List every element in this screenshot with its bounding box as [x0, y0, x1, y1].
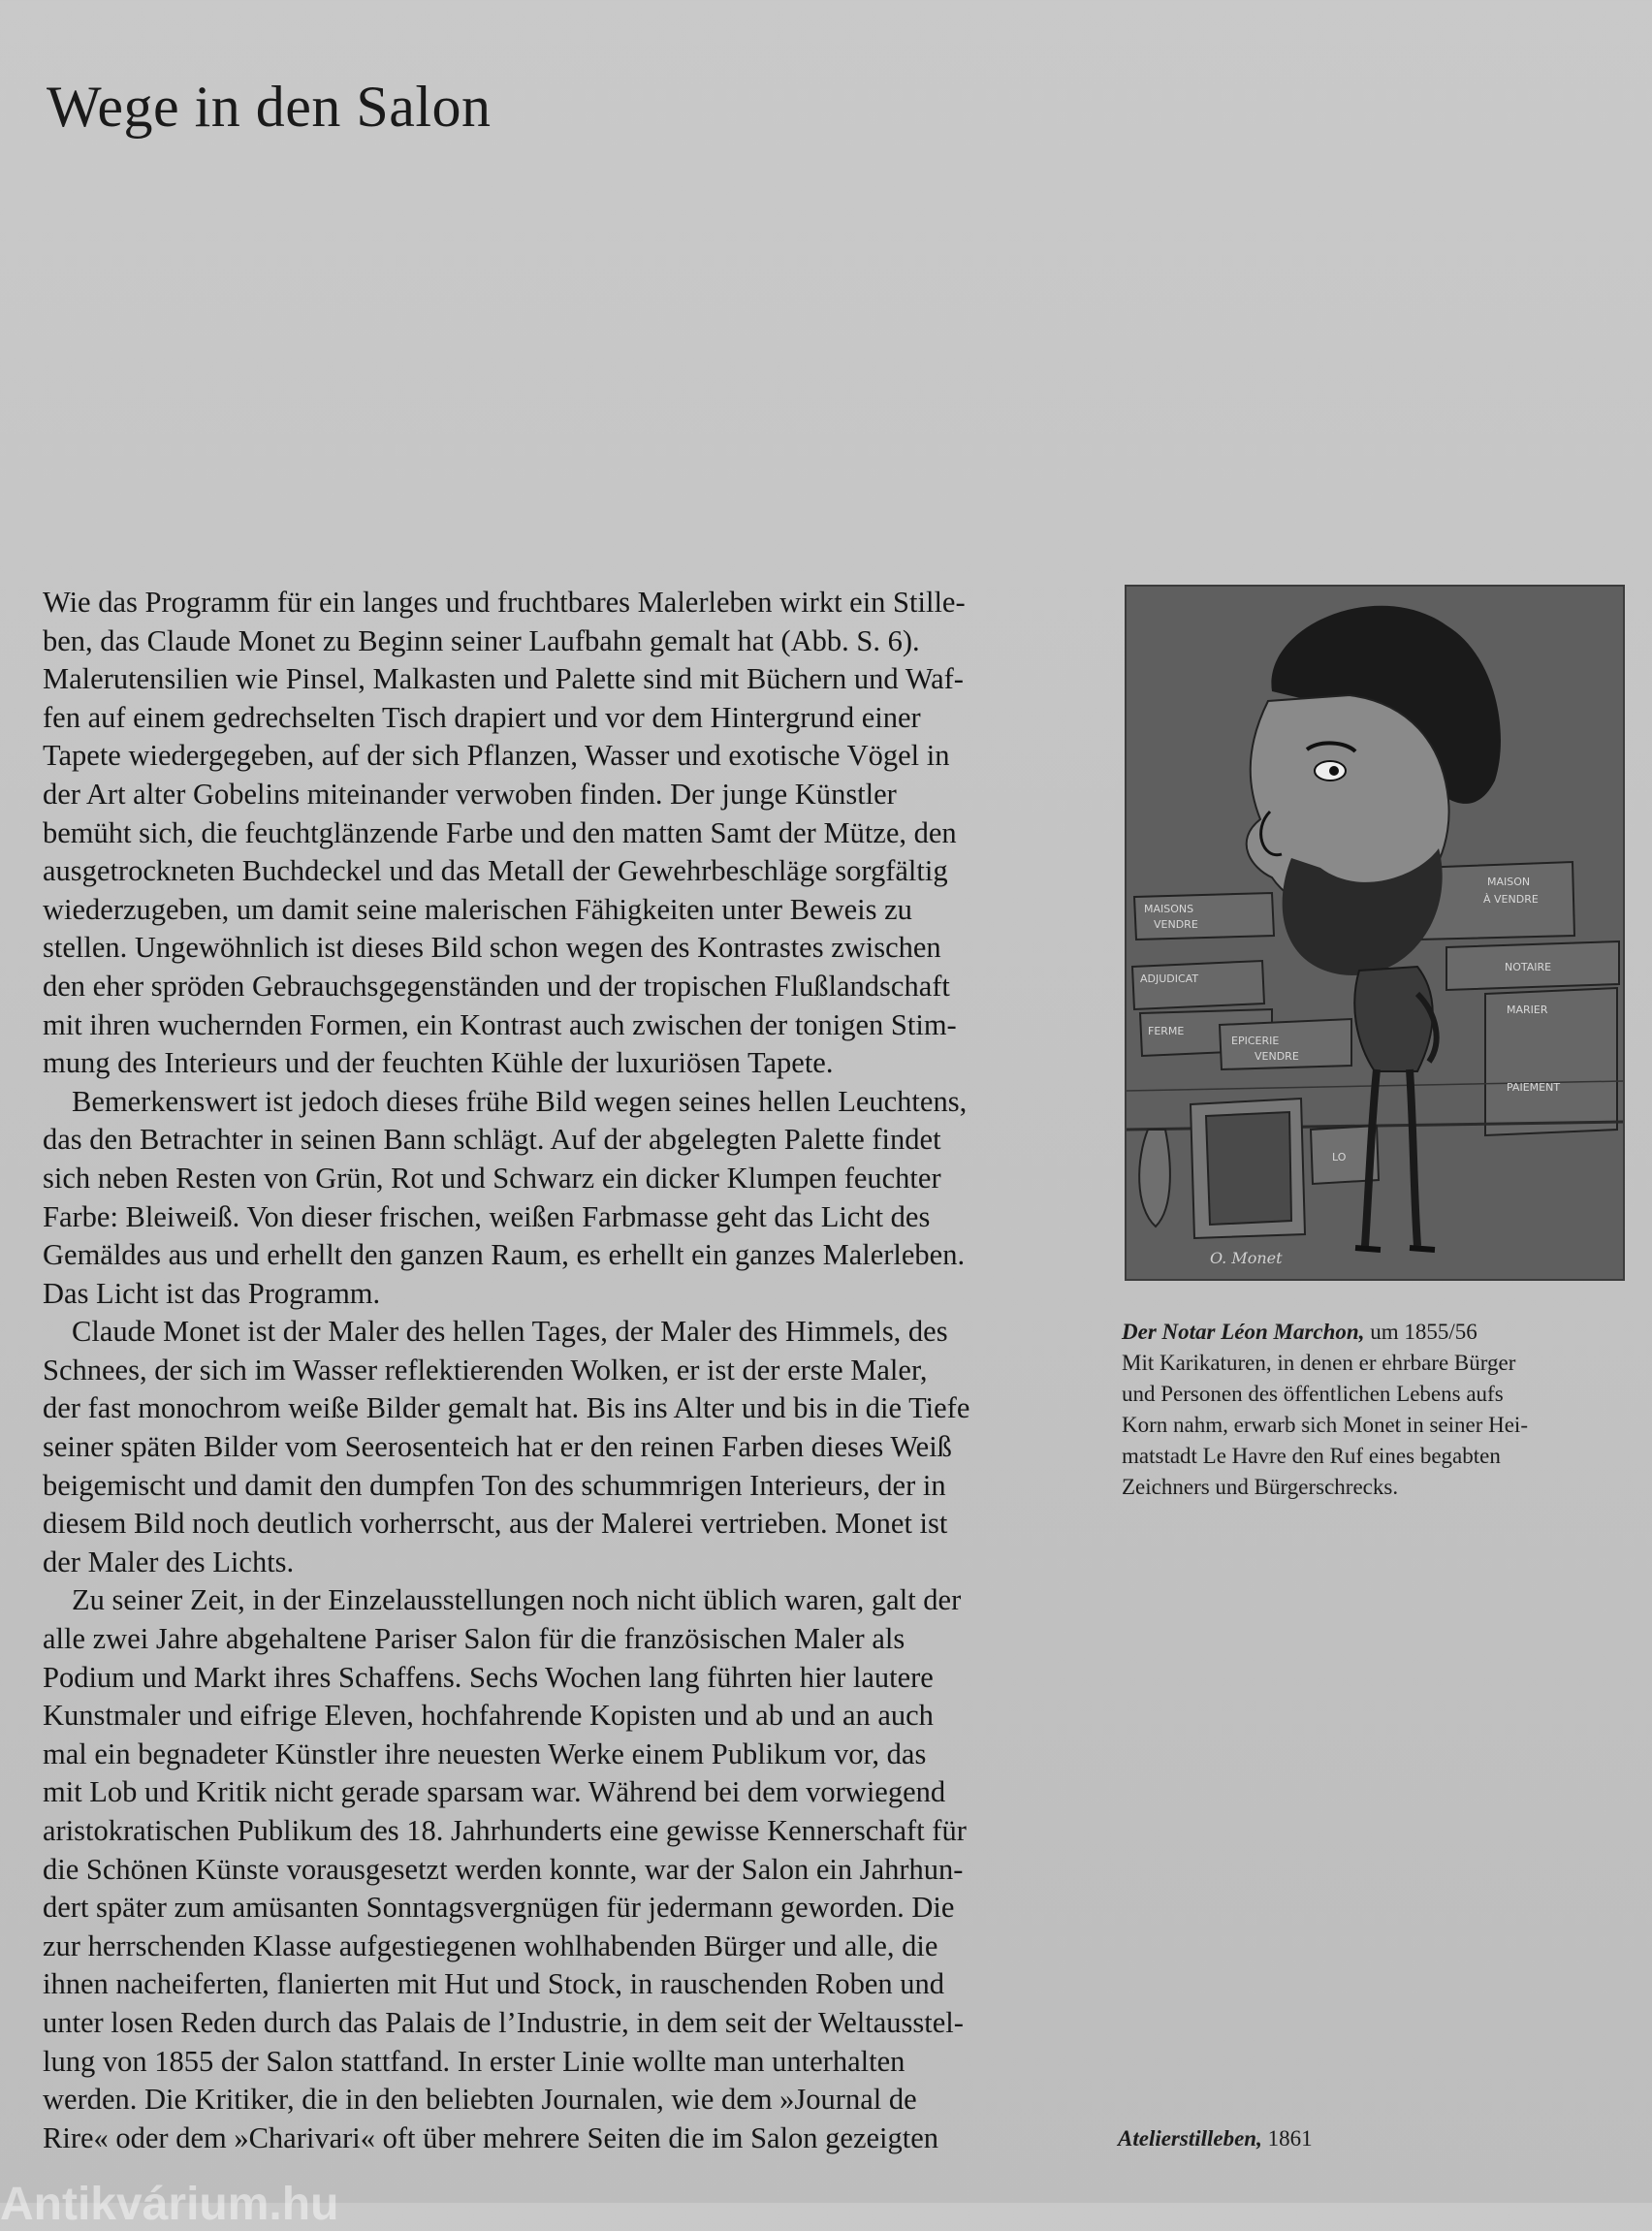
body-line: mal ein begnadeter Künstler ihre neuesten Werke einem Publikum vor, das [43, 1737, 927, 1770]
body-line: Das Licht ist das Programm. [43, 1276, 381, 1310]
sign-board [1134, 893, 1274, 940]
sign-label: LO [1332, 1151, 1347, 1163]
sign-label: ADJUDICAT [1140, 972, 1199, 985]
sign-label: À VENDRE [1483, 893, 1539, 906]
body-line: ben, das Claude Monet zu Beginn seiner Laufbahn gemalt hat (Abb. S. 6). [43, 623, 920, 657]
body-line: der fast monochrom weiße Bilder gemalt hat. Bis ins Alter und bis in die Tiefe [43, 1391, 970, 1425]
body-line: Wie das Programm für ein langes und fruchtbares Malerleben wirkt ein Stille- [43, 586, 966, 619]
body-line: dert später zum amüsanten Sonntagsvergnügen für jedermann geworden. Die [43, 1891, 955, 1925]
body-line: diesem Bild noch deutlich vorherrscht, aus der Malerei vertrieben. Monet ist [43, 1507, 948, 1541]
signature: O. Monet [1210, 1249, 1283, 1267]
caricature-illustration [1125, 585, 1625, 1281]
body-line: ausgetrockneten Buchdeckel und das Metall der Gewehrbeschläge sorgfältig [43, 854, 948, 888]
sign-label: MAISON [1487, 876, 1531, 888]
sign-label: MAISONS [1144, 903, 1194, 915]
body-line: mung des Interieurs und der feuchten Kühle der luxuriösen Tapete. [43, 1046, 834, 1080]
body-line: Malerutensilien wie Pinsel, Malkasten und Palette sind mit Büchern und Waf- [43, 662, 964, 696]
body-line: aristokratischen Publikum des 18. Jahrhunderts eine gewisse Kennerschaft für [43, 1814, 967, 1847]
body-text [43, 584, 1061, 2157]
body-line: Gemäldes aus und erhellt den ganzen Raum, es erhellt ein ganzes Malerleben. [43, 1238, 966, 1272]
sign-board [1132, 961, 1264, 1009]
body-line: die Schönen Künste vorausgesetzt werden konnte, war der Salon ein Jahrhun- [43, 1852, 964, 1886]
body-line: Schnees, der sich im Wasser reflektierenden Wolken, er ist der erste Maler, [43, 1353, 928, 1386]
body-line: Rire« oder dem »Charivari« oft über mehrere Seiten die im Salon gezeigten [43, 2120, 939, 2154]
body-line: Claude Monet ist der Maler des hellen Tages, der Maler des Himmels, des [72, 1315, 948, 1349]
body-line: Bemerkenswert ist jedoch dieses frühe Bild wegen seines hellen Leuchtens, [72, 1084, 968, 1118]
caption-date: um 1855/56 [1364, 1320, 1477, 1344]
body-line: lung von 1855 der Salon stattfand. In erster Linie wollte man unterhalten [43, 2044, 905, 2078]
body-line: alle zwei Jahre abgehaltene Pariser Salon für die französischen Maler als [43, 1622, 905, 1656]
figure-caption-bottom [1118, 2123, 1313, 2154]
body-line: Podium und Markt ihres Schaffens. Sechs Wochen lang führten hier lautere [43, 1660, 934, 1694]
body-line: Zu seiner Zeit, in der Einzelausstellungen noch nicht üblich waren, galt der [72, 1583, 962, 1617]
body-line: beigemischt und damit den dumpfen Ton des schummrigen Interieurs, der in [43, 1468, 946, 1502]
caption-line: und Personen des öffentlichen Lebens aufs [1122, 1382, 1504, 1406]
sign-label: PAIEMENT [1507, 1081, 1561, 1094]
sign-board [1485, 988, 1617, 1135]
caption-title: Der Notar Léon Marchon, [1122, 1320, 1365, 1344]
body-line: mit Lob und Kritik nicht gerade sparsam war. Während bei dem vorwiegend [43, 1775, 946, 1809]
body-line: stellen. Ungewöhnlich ist dieses Bild schon wegen des Kontrastes zwischen [43, 931, 941, 965]
body-line: unter losen Reden durch das Palais de l’Industrie, in dem seit der Weltausstel- [43, 2005, 964, 2039]
body-line: mit ihren wuchernden Formen, ein Kontrast auch zwischen der tonigen Stim- [43, 1007, 957, 1041]
watermark: Antikvárium.hu [0, 2179, 339, 2230]
caption-bottom-title: Atelierstilleben, [1118, 2126, 1262, 2151]
body-line: wiederzugeben, um damit seine malerischen Fähigkeiten unter Beweis zu [43, 892, 912, 926]
caption-line: matstadt Le Havre den Ruf eines begabten [1122, 1444, 1501, 1468]
body-line: der Art alter Gobelins miteinander verwoben finden. Der junge Künstler [43, 777, 897, 811]
caption-line: Korn nahm, erwarb sich Monet in seiner Hei- [1122, 1413, 1528, 1437]
body-line: Kunstmaler und eifrige Eleven, hochfahrende Kopisten und ab und an auch [43, 1699, 934, 1733]
body-line: werden. Die Kritiker, die in den beliebten Journalen, wie dem »Journal de [43, 2083, 917, 2117]
body-line: ihnen nacheiferten, flanierten mit Hut und Stock, in rauschenden Roben und [43, 1967, 944, 2001]
body-line: Farbe: Bleiweiß. Von dieser frischen, weißen Farbmasse geht das Licht des [43, 1199, 931, 1233]
body-line: sich neben Resten von Grün, Rot und Schwarz ein dicker Klumpen feuchter [43, 1161, 941, 1195]
body-line: fen auf einem gedrechselten Tisch drapiert und vor dem Hintergrund einer [43, 700, 921, 734]
sign-label: FERME [1148, 1025, 1185, 1037]
figure-caption [1122, 1317, 1626, 1503]
sign-label: EPICERIE [1231, 1035, 1280, 1047]
page-title: Wege in den Salon [47, 75, 492, 139]
sign-label: MARIER [1507, 1004, 1548, 1016]
caption-line: Mit Karikaturen, in denen er ehrbare Bürger [1122, 1351, 1516, 1375]
sign-label: VENDRE [1154, 918, 1198, 931]
body-line: zur herrschenden Klasse aufgestiegenen wohlhabenden Bürger und alle, die [43, 1928, 938, 1962]
body-line: den eher spröden Gebrauchsgegenständen und der tropischen Flußlandschaft [43, 969, 950, 1003]
body-line: bemüht sich, die feuchtglänzende Farbe und den matten Samt der Mütze, den [43, 815, 957, 849]
body-line: Tapete wiedergegeben, auf der sich Pflanzen, Wasser und exotische Vögel in [43, 739, 950, 773]
body-line: das den Betrachter in seinen Bann schlägt. Auf der abgelegten Palette findet [43, 1123, 941, 1157]
caption-line: Zeichners und Bürgerschrecks. [1122, 1475, 1399, 1499]
caption-bottom-date: 1861 [1261, 2126, 1313, 2151]
body-line: seiner späten Bilder vom Seerosenteich hat er den reinen Farben dieses Weiß [43, 1430, 952, 1464]
sign-label: NOTAIRE [1505, 961, 1552, 973]
sign-label: VENDRE [1255, 1050, 1299, 1063]
body-line: der Maler des Lichts. [43, 1545, 295, 1578]
